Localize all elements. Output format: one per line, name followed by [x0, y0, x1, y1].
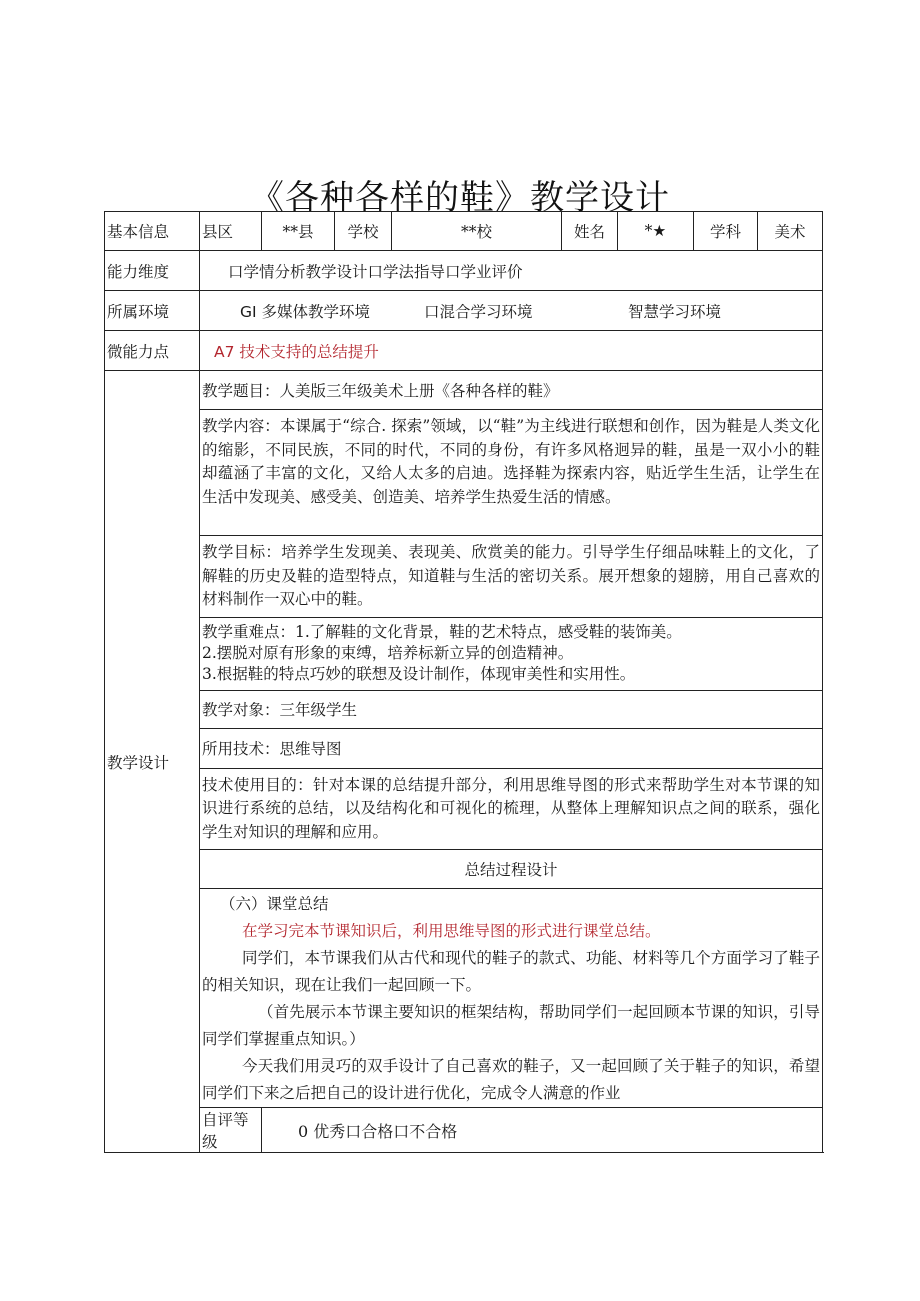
school-label: 学校: [335, 212, 392, 251]
page-title: 《各种各样的鞋》教学设计: [250, 178, 670, 218]
subject-value: 美术: [758, 212, 823, 251]
micro-ability-row: [105, 331, 823, 371]
design-audience-row: [105, 690, 823, 728]
summary-paragraph-3: 今天我们用灵巧的双手设计了自己喜欢的鞋子，又一起回顾了关于鞋子的知识，希望同学们下来之后把自己的设计进行优化，完成令人满意的作业: [202, 1057, 820, 1102]
summary-cell: [200, 889, 823, 1108]
keypoint-1: 教学重难点：1.了解鞋的文化背景，鞋的艺术特点，感受鞋的装饰美。: [202, 622, 682, 641]
micro-ability-label: 微能力点: [105, 331, 200, 371]
process-header-row: [105, 850, 823, 889]
design-audience: 教学对象：三年级学生: [200, 690, 823, 728]
subject-label: 学科: [694, 212, 758, 251]
micro-ability-value: 技术支持的总结提升: [239, 342, 379, 361]
county-value: **县: [262, 212, 335, 251]
self-eval-label: 自评等级: [200, 1108, 262, 1153]
design-tech-purpose: 技术使用目的：针对本课的总结提升部分，利用思维导图的形式来帮助学生对本节课的知识进行系统的总结，以及结构化和可视化的梳理，从整体上理解知识点之间的联系，强化学生对知识的理解和应用。: [200, 768, 823, 850]
keypoint-2: 2.摆脱对原有形象的束缚，培养标新立异的创造精神。: [202, 643, 574, 662]
summary-paragraph-2: （首先展示本节课主要知识的框架结构，帮助同学们一起回顾本节课的知识，引导同学们掌握重点知识。）: [202, 1003, 820, 1048]
summary-red-line: 在学习完本节课知识后，利用思维导图的形式进行课堂总结。: [242, 922, 661, 940]
environment-label: 所属环境: [105, 291, 200, 331]
summary-paragraph-1: 同学们，本节课我们从古代和现代的鞋子的款式、功能、材料等几个方面学习了鞋子的相关知识，现在让我们一起回顾一下。: [202, 949, 820, 994]
name-value: *★: [618, 212, 694, 251]
design-content-row: [105, 410, 823, 536]
process-header: 总结过程设计: [200, 850, 823, 889]
design-topic: 教学题目：人美版三年级美术上册《各种各样的鞋》: [200, 371, 823, 410]
design-keypoints: [200, 617, 823, 690]
keypoint-3: 3.根据鞋的特点巧妙的联想及设计制作，体现审美性和实用性。: [202, 664, 636, 683]
environment-options: [200, 291, 823, 331]
environment-row: [105, 291, 823, 331]
self-eval-row: [105, 1108, 823, 1153]
design-tech-purpose-row: [105, 768, 823, 850]
env-option-smart: 智慧学习环境: [628, 302, 722, 321]
design-tech-row: [105, 728, 823, 768]
basic-info-row: [105, 212, 823, 251]
summary-heading: （六）课堂总结: [220, 895, 329, 913]
name-label: 姓名: [562, 212, 618, 251]
env-option-mixed: 口混合学习环境: [424, 302, 533, 321]
design-goal: 教学目标：培养学生发现美、表现美、欣赏美的能力。引导学生仔细品味鞋上的文化，了解鞋的历史及鞋的造型特点，知道鞋与生活的密切关系。展开想象的翅膀，用自己喜欢的材料制作一双心中的鞋。: [200, 536, 823, 618]
basic-info-label: 基本信息: [105, 212, 200, 251]
self-eval-value: 0 优秀口合格口不合格: [262, 1108, 823, 1153]
design-label: 教学设计: [105, 371, 200, 1153]
env-option-multimedia: GI 多媒体教学环境: [240, 302, 371, 321]
school-value: **校: [392, 212, 562, 251]
design-keypoints-row: [105, 617, 823, 690]
ability-row: [105, 251, 823, 291]
county-label: 县区: [200, 212, 262, 251]
summary-row: [105, 889, 823, 1108]
ability-label: 能力维度: [105, 251, 200, 291]
design-content: 教学内容：本课属于“综合. 探索”领域，以“鞋”为主线进行联想和创作，因为鞋是人类文化的缩影，不同民族，不同的时代，不同的身份，有许多风格迥异的鞋，虽是一双小小的鞋却蕴涵了丰富的文化，又给人太多的启迪。选择鞋为探索内容，贴近学生生活，让学生在生活中发现美、感受美、创造美、培养学生热爱生活的情感。: [200, 410, 823, 536]
ability-value: 口学情分析教学设计口学法指导口学业评价: [200, 251, 823, 291]
micro-ability-code: A7: [214, 342, 235, 361]
lesson-design-table: [104, 211, 823, 1153]
design-technology: 所用技术：思维导图: [200, 728, 823, 768]
micro-ability-cell: [200, 331, 823, 371]
design-goal-row: [105, 536, 823, 618]
design-topic-row: [105, 371, 823, 410]
